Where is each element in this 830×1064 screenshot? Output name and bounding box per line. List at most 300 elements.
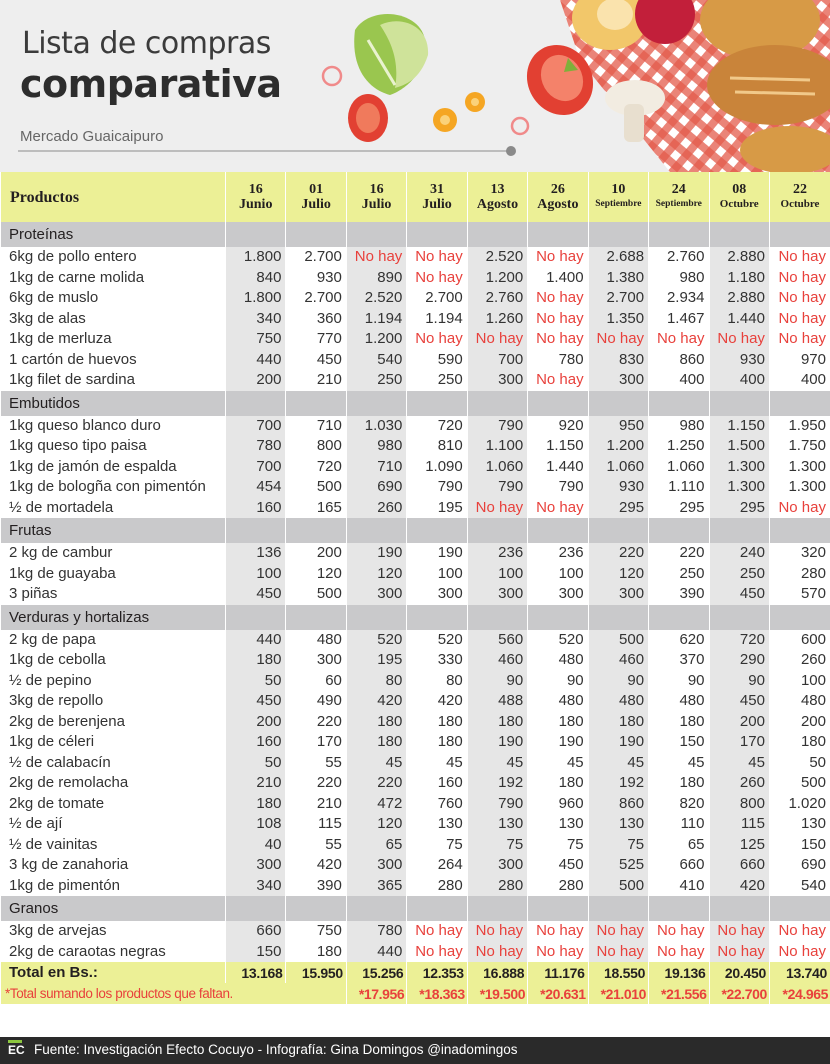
price-cell: 860 <box>649 350 709 371</box>
price-cell: 700 <box>467 350 527 371</box>
price-cell: 790 <box>467 794 527 815</box>
product-name: 2 kg de cambur <box>1 543 226 564</box>
price-cell: 65 <box>346 835 406 856</box>
price-cell: 390 <box>286 876 346 897</box>
products-column-header: Productos <box>1 172 226 222</box>
table-row <box>1 268 830 289</box>
price-cell: 720 <box>407 416 467 437</box>
price-cell: 130 <box>407 814 467 835</box>
table-row <box>1 584 830 605</box>
price-cell: 50 <box>226 671 286 692</box>
price-cell: 1.060 <box>649 457 709 478</box>
date-column-header <box>649 172 709 222</box>
price-cell: 1.194 <box>346 309 406 330</box>
price-cell: 1.500 <box>709 436 769 457</box>
unavailable-cell: No hay <box>467 942 527 963</box>
price-cell: 400 <box>649 370 709 391</box>
price-cell: 400 <box>709 370 769 391</box>
price-cell: 1.300 <box>769 457 830 478</box>
price-cell: 930 <box>709 350 769 371</box>
price-cell: 1.150 <box>709 416 769 437</box>
price-cell: 560 <box>467 630 527 651</box>
table-row <box>1 814 830 835</box>
price-cell: 45 <box>588 753 648 774</box>
price-cell: 150 <box>226 942 286 963</box>
total-cell: 20.450 <box>709 962 769 983</box>
price-cell: 460 <box>588 650 648 671</box>
product-name: 1kg de carne molida <box>1 268 226 289</box>
price-cell: 50 <box>226 753 286 774</box>
date-month: Julio <box>301 197 331 212</box>
product-name: 1 cartón de huevos <box>1 350 226 371</box>
category-band-cell <box>346 605 406 630</box>
price-cell: 80 <box>407 671 467 692</box>
price-cell: 1.100 <box>467 436 527 457</box>
total-cell: 13.740 <box>769 962 830 983</box>
price-cell: 820 <box>649 794 709 815</box>
subtitle: Mercado Guaicaipuro <box>20 128 164 145</box>
total-with-missing-cell: *18.363 <box>407 983 467 1004</box>
price-cell: 200 <box>769 712 830 733</box>
product-name: ½ de vainitas <box>1 835 226 856</box>
price-cell: 300 <box>467 584 527 605</box>
total-cell: 15.950 <box>286 962 346 983</box>
product-name: 3 piñas <box>1 584 226 605</box>
date-column-header <box>709 172 769 222</box>
unavailable-cell: No hay <box>769 309 830 330</box>
category-band-cell <box>286 896 346 921</box>
category-label: Embutidos <box>1 391 226 416</box>
price-cell: 450 <box>226 584 286 605</box>
price-cell: 930 <box>286 268 346 289</box>
unavailable-cell: No hay <box>467 498 527 519</box>
price-cell: 480 <box>528 650 588 671</box>
price-cell: 40 <box>226 835 286 856</box>
product-name: 6kg de muslo <box>1 288 226 309</box>
source-credit: Fuente: Investigación Efecto Cocuyo - Infografía: Gina Domingos @inadomingos <box>34 1042 518 1057</box>
price-cell: 190 <box>467 732 527 753</box>
table-row <box>1 876 830 897</box>
totals-with-missing-label: *Total sumando los productos que faltan. <box>1 983 347 1004</box>
price-cell: 370 <box>649 650 709 671</box>
unavailable-cell: No hay <box>769 247 830 268</box>
price-cell: 108 <box>226 814 286 835</box>
price-cell: 236 <box>467 543 527 564</box>
category-band-cell <box>467 605 527 630</box>
total-cell: 11.176 <box>528 962 588 983</box>
price-cell: 45 <box>528 753 588 774</box>
category-band-cell <box>528 391 588 416</box>
price-cell: 460 <box>467 650 527 671</box>
tomato-slice-icon <box>348 94 388 142</box>
table-body <box>1 222 830 1004</box>
unavailable-cell: No hay <box>528 921 588 942</box>
price-cell: 280 <box>528 876 588 897</box>
category-band-cell <box>649 605 709 630</box>
table-row <box>1 671 830 692</box>
price-cell: 420 <box>407 691 467 712</box>
price-cell: 170 <box>286 732 346 753</box>
unavailable-cell: No hay <box>528 288 588 309</box>
category-band-cell <box>286 391 346 416</box>
price-cell: 420 <box>286 855 346 876</box>
unavailable-cell: No hay <box>709 329 769 350</box>
price-cell: 280 <box>407 876 467 897</box>
category-band-cell <box>226 518 286 543</box>
unavailable-cell: No hay <box>528 309 588 330</box>
price-cell: 45 <box>407 753 467 774</box>
price-cell: 520 <box>407 630 467 651</box>
price-cell: 1.440 <box>709 309 769 330</box>
table-row <box>1 855 830 876</box>
food-illustration <box>310 0 830 172</box>
price-cell: 90 <box>467 671 527 692</box>
category-band-cell <box>226 605 286 630</box>
price-cell: 340 <box>226 309 286 330</box>
category-band-cell <box>649 518 709 543</box>
price-cell: 120 <box>588 564 648 585</box>
table-row <box>1 942 830 963</box>
price-cell: 65 <box>649 835 709 856</box>
price-cell: 1.194 <box>407 309 467 330</box>
price-cell: 300 <box>467 370 527 391</box>
price-cell: 260 <box>709 773 769 794</box>
category-band-cell <box>407 605 467 630</box>
price-cell: 180 <box>407 732 467 753</box>
unavailable-cell: No hay <box>769 268 830 289</box>
product-name: 6kg de pollo entero <box>1 247 226 268</box>
table-row <box>1 416 830 437</box>
product-name: 1kg de cebolla <box>1 650 226 671</box>
price-cell: 250 <box>649 564 709 585</box>
unavailable-cell: No hay <box>649 942 709 963</box>
price-cell: 2.760 <box>649 247 709 268</box>
category-band-cell <box>346 518 406 543</box>
onion-ring-icon <box>512 118 528 134</box>
price-cell: 100 <box>226 564 286 585</box>
price-cell: 660 <box>709 855 769 876</box>
unavailable-cell: No hay <box>407 268 467 289</box>
product-name: 3kg de alas <box>1 309 226 330</box>
product-name: 2kg de caraotas negras <box>1 942 226 963</box>
price-cell: 2.934 <box>649 288 709 309</box>
category-band-cell <box>528 896 588 921</box>
price-cell: 720 <box>709 630 769 651</box>
price-cell: 150 <box>769 835 830 856</box>
table-row <box>1 835 830 856</box>
price-cell: 300 <box>346 584 406 605</box>
price-cell: 600 <box>769 630 830 651</box>
product-name: 3 kg de zanahoria <box>1 855 226 876</box>
price-cell: 280 <box>769 564 830 585</box>
category-band-cell <box>769 518 830 543</box>
price-cell: 1.150 <box>528 436 588 457</box>
price-cell: 180 <box>346 732 406 753</box>
price-cell: 410 <box>649 876 709 897</box>
price-cell: 500 <box>588 630 648 651</box>
efecto-cocuyo-logo: EC <box>8 1042 28 1059</box>
category-band-cell <box>467 896 527 921</box>
price-cell: 45 <box>649 753 709 774</box>
price-cell: 980 <box>649 416 709 437</box>
date-day: 22 <box>792 182 807 197</box>
price-cell: 130 <box>588 814 648 835</box>
category-band-cell <box>286 518 346 543</box>
unavailable-cell: No hay <box>769 942 830 963</box>
total-with-missing-cell: *17.956 <box>346 983 406 1004</box>
total-cell: 12.353 <box>407 962 467 983</box>
price-cell: 790 <box>407 477 467 498</box>
category-band-cell <box>709 518 769 543</box>
price-cell: 454 <box>226 477 286 498</box>
price-cell: 55 <box>286 753 346 774</box>
price-cell: 2.688 <box>588 247 648 268</box>
date-month: Junio <box>238 197 273 212</box>
price-cell: 1.090 <box>407 457 467 478</box>
price-cell: 570 <box>769 584 830 605</box>
date-month: Septiembre <box>595 199 642 209</box>
price-cell: 750 <box>286 921 346 942</box>
total-with-missing-cell: *21.010 <box>588 983 648 1004</box>
table-row <box>1 921 830 942</box>
category-band-cell <box>407 391 467 416</box>
price-cell: 210 <box>286 370 346 391</box>
total-with-missing-cell: *22.700 <box>709 983 769 1004</box>
category-band-cell <box>709 605 769 630</box>
table-row <box>1 650 830 671</box>
table-row <box>1 691 830 712</box>
category-band-cell <box>588 518 648 543</box>
product-name: 1kg filet de sardina <box>1 370 226 391</box>
table-row <box>1 247 830 268</box>
price-cell: 810 <box>407 436 467 457</box>
category-band-cell <box>407 518 467 543</box>
price-cell: 130 <box>528 814 588 835</box>
category-band-cell <box>588 896 648 921</box>
price-cell: 180 <box>769 732 830 753</box>
unavailable-cell: No hay <box>588 329 648 350</box>
price-cell: 210 <box>286 794 346 815</box>
price-cell: 970 <box>769 350 830 371</box>
unavailable-cell: No hay <box>769 498 830 519</box>
totals-with-missing-row <box>1 983 830 1004</box>
category-band-cell <box>588 605 648 630</box>
table-row <box>1 370 830 391</box>
title-line-1: Lista de compras <box>22 26 271 61</box>
price-cell: 480 <box>528 691 588 712</box>
price-cell: 500 <box>769 773 830 794</box>
price-cell: 75 <box>407 835 467 856</box>
price-cell: 780 <box>226 436 286 457</box>
unavailable-cell: No hay <box>407 329 467 350</box>
title-line-2: comparativa <box>20 62 282 106</box>
price-cell: 1.800 <box>226 247 286 268</box>
price-cell: 180 <box>407 712 467 733</box>
price-cell: 160 <box>407 773 467 794</box>
price-cell: 1.260 <box>467 309 527 330</box>
category-label: Proteínas <box>1 222 226 247</box>
price-cell: 190 <box>588 732 648 753</box>
price-cell: 2.880 <box>709 288 769 309</box>
product-name: 1kg de jamón de espalda <box>1 457 226 478</box>
date-day: 16 <box>369 182 384 197</box>
unavailable-cell: No hay <box>528 942 588 963</box>
price-cell: 450 <box>286 350 346 371</box>
price-cell: 980 <box>346 436 406 457</box>
date-column-header <box>588 172 648 222</box>
unavailable-cell: No hay <box>528 370 588 391</box>
price-cell: 295 <box>709 498 769 519</box>
price-cell: 920 <box>528 416 588 437</box>
price-cell: 2.760 <box>467 288 527 309</box>
date-day: 13 <box>490 182 505 197</box>
date-column-header <box>528 172 588 222</box>
price-cell: 220 <box>588 543 648 564</box>
price-cell: 710 <box>346 457 406 478</box>
price-cell: 480 <box>649 691 709 712</box>
product-name: 1kg de pimentón <box>1 876 226 897</box>
price-cell: 890 <box>346 268 406 289</box>
price-cell: 190 <box>528 732 588 753</box>
price-cell: 690 <box>769 855 830 876</box>
date-column-header <box>226 172 286 222</box>
price-cell: 180 <box>467 712 527 733</box>
price-cell: 300 <box>346 855 406 876</box>
price-cell: 365 <box>346 876 406 897</box>
date-month: Septiembre <box>655 199 702 209</box>
category-band-cell <box>769 896 830 921</box>
price-cell: 280 <box>467 876 527 897</box>
price-cell: 1.467 <box>649 309 709 330</box>
category-band-cell <box>286 605 346 630</box>
table-row <box>1 564 830 585</box>
unavailable-cell: No hay <box>769 921 830 942</box>
price-cell: 520 <box>528 630 588 651</box>
price-cell: 500 <box>588 876 648 897</box>
price-cell: 236 <box>528 543 588 564</box>
category-label: Verduras y hortalizas <box>1 605 226 630</box>
price-cell: 125 <box>709 835 769 856</box>
category-row <box>1 391 830 416</box>
product-name: 3kg de arvejas <box>1 921 226 942</box>
price-cell: 100 <box>769 671 830 692</box>
price-cell: 660 <box>649 855 709 876</box>
price-cell: 180 <box>649 773 709 794</box>
category-row <box>1 222 830 247</box>
date-month: Julio <box>422 197 452 212</box>
category-band-cell <box>467 391 527 416</box>
price-cell: 1.400 <box>528 268 588 289</box>
total-cell: 18.550 <box>588 962 648 983</box>
price-cell: 690 <box>346 477 406 498</box>
price-cell: 295 <box>649 498 709 519</box>
total-cell: 19.136 <box>649 962 709 983</box>
date-column-header <box>407 172 467 222</box>
price-cell: 2.520 <box>346 288 406 309</box>
price-cell: 50 <box>769 753 830 774</box>
total-with-missing-cell: *20.631 <box>528 983 588 1004</box>
lettuce-icon <box>354 14 428 95</box>
price-cell: 450 <box>709 691 769 712</box>
price-cell: 250 <box>709 564 769 585</box>
price-cell: 120 <box>346 814 406 835</box>
date-day: 01 <box>309 182 324 197</box>
price-cell: 1.800 <box>226 288 286 309</box>
price-cell: 192 <box>588 773 648 794</box>
price-cell: 200 <box>286 543 346 564</box>
price-cell: 440 <box>226 630 286 651</box>
category-band-cell <box>649 222 709 247</box>
category-band-cell <box>467 222 527 247</box>
date-month: Octubre <box>780 198 820 210</box>
price-cell: 160 <box>226 498 286 519</box>
price-cell: 420 <box>709 876 769 897</box>
table-row <box>1 753 830 774</box>
price-cell: 1.380 <box>588 268 648 289</box>
price-cell: 450 <box>528 855 588 876</box>
unavailable-cell: No hay <box>528 329 588 350</box>
price-cell: 1.950 <box>769 416 830 437</box>
price-cell: 700 <box>226 457 286 478</box>
price-cell: 90 <box>649 671 709 692</box>
date-month: Agosto <box>476 197 519 212</box>
category-band-cell <box>226 222 286 247</box>
price-cell: 250 <box>407 370 467 391</box>
product-name: 2kg de berenjena <box>1 712 226 733</box>
price-cell: 300 <box>407 584 467 605</box>
product-name: 1kg de guayaba <box>1 564 226 585</box>
product-name: 1kg de merluza <box>1 329 226 350</box>
price-cell: 180 <box>649 712 709 733</box>
price-cell: 180 <box>588 712 648 733</box>
onion-ring-icon <box>323 67 341 85</box>
price-cell: 200 <box>226 370 286 391</box>
price-cell: 90 <box>588 671 648 692</box>
price-cell: 320 <box>769 543 830 564</box>
price-cell: 220 <box>286 773 346 794</box>
date-column-header <box>346 172 406 222</box>
price-cell: 260 <box>346 498 406 519</box>
table-row <box>1 498 830 519</box>
price-cell: 1.200 <box>588 436 648 457</box>
price-cell: 2.700 <box>286 247 346 268</box>
product-name: ½ de mortadela <box>1 498 226 519</box>
date-day: 31 <box>430 182 445 197</box>
price-cell: 190 <box>407 543 467 564</box>
price-cell: 590 <box>407 350 467 371</box>
price-cell: 195 <box>407 498 467 519</box>
total-with-missing-cell: *24.965 <box>769 983 830 1004</box>
price-cell: 100 <box>407 564 467 585</box>
category-band-cell <box>528 518 588 543</box>
price-cell: 2.520 <box>467 247 527 268</box>
category-band-cell <box>528 222 588 247</box>
price-cell: 55 <box>286 835 346 856</box>
price-cell: 930 <box>588 477 648 498</box>
price-cell: 750 <box>226 329 286 350</box>
category-band-cell <box>769 391 830 416</box>
category-band-cell <box>226 391 286 416</box>
price-cell: 1.350 <box>588 309 648 330</box>
price-cell: 330 <box>407 650 467 671</box>
category-label: Frutas <box>1 518 226 543</box>
price-cell: 300 <box>588 370 648 391</box>
price-cell: 980 <box>649 268 709 289</box>
price-cell: 45 <box>346 753 406 774</box>
price-cell: 480 <box>286 630 346 651</box>
price-cell: 150 <box>649 732 709 753</box>
date-month: Octubre <box>719 198 759 210</box>
